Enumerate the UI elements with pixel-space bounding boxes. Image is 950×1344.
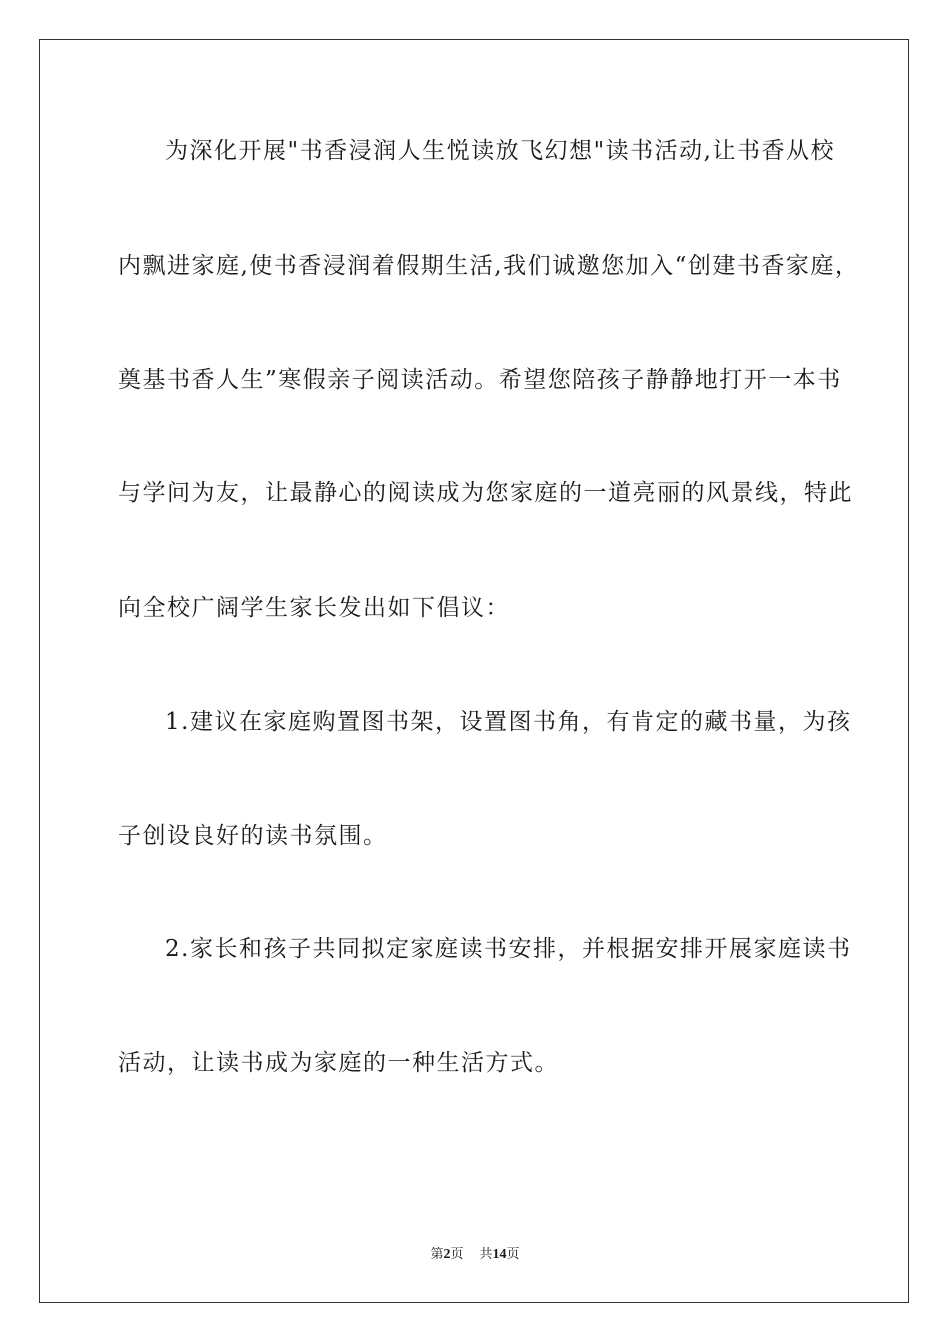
total-pages: 14 (492, 1247, 507, 1262)
item-2-line-1: 2.家长和孩子共同拟定家庭读书安排，并根据安排开展家庭读书 (165, 936, 852, 962)
item-1-line-1: 1.建议在家庭购置图书架，设置图书角，有肯定的藏书量，为孩 (165, 709, 852, 735)
total-suffix: 页 (506, 1247, 520, 1262)
total-prefix: 共 (479, 1247, 493, 1262)
page-prefix: 第 (430, 1247, 444, 1262)
paragraph-1-line-5: 向全校广阔学生家长发出如下倡议： (118, 595, 510, 621)
page-number: 2 (443, 1247, 451, 1262)
item-1-line-2: 子创设良好的读书氛围。 (118, 823, 388, 849)
page-suffix: 页 (450, 1247, 464, 1262)
paragraph-1-line-1: 为深化开展"书香浸润人生悦读放飞幻想"读书活动,让书香从校 (165, 138, 835, 164)
item-2-line-2: 活动，让读书成为家庭的一种生活方式。 (118, 1050, 559, 1076)
paragraph-1-line-2: 内飘进家庭,使书香浸润着假期生活,我们诚邀您加入“创建书香家庭， (118, 253, 860, 279)
paragraph-1-line-4: 与学问为友，让最静心的阅读成为您家庭的一道亮丽的风景线，特此 (118, 480, 853, 506)
page-footer (0, 1247, 950, 1263)
paragraph-1-line-3: 奠基书香人生”寒假亲子阅读活动。希望您陪孩子静静地打开一本书 (118, 367, 842, 393)
page-border (39, 39, 909, 1303)
